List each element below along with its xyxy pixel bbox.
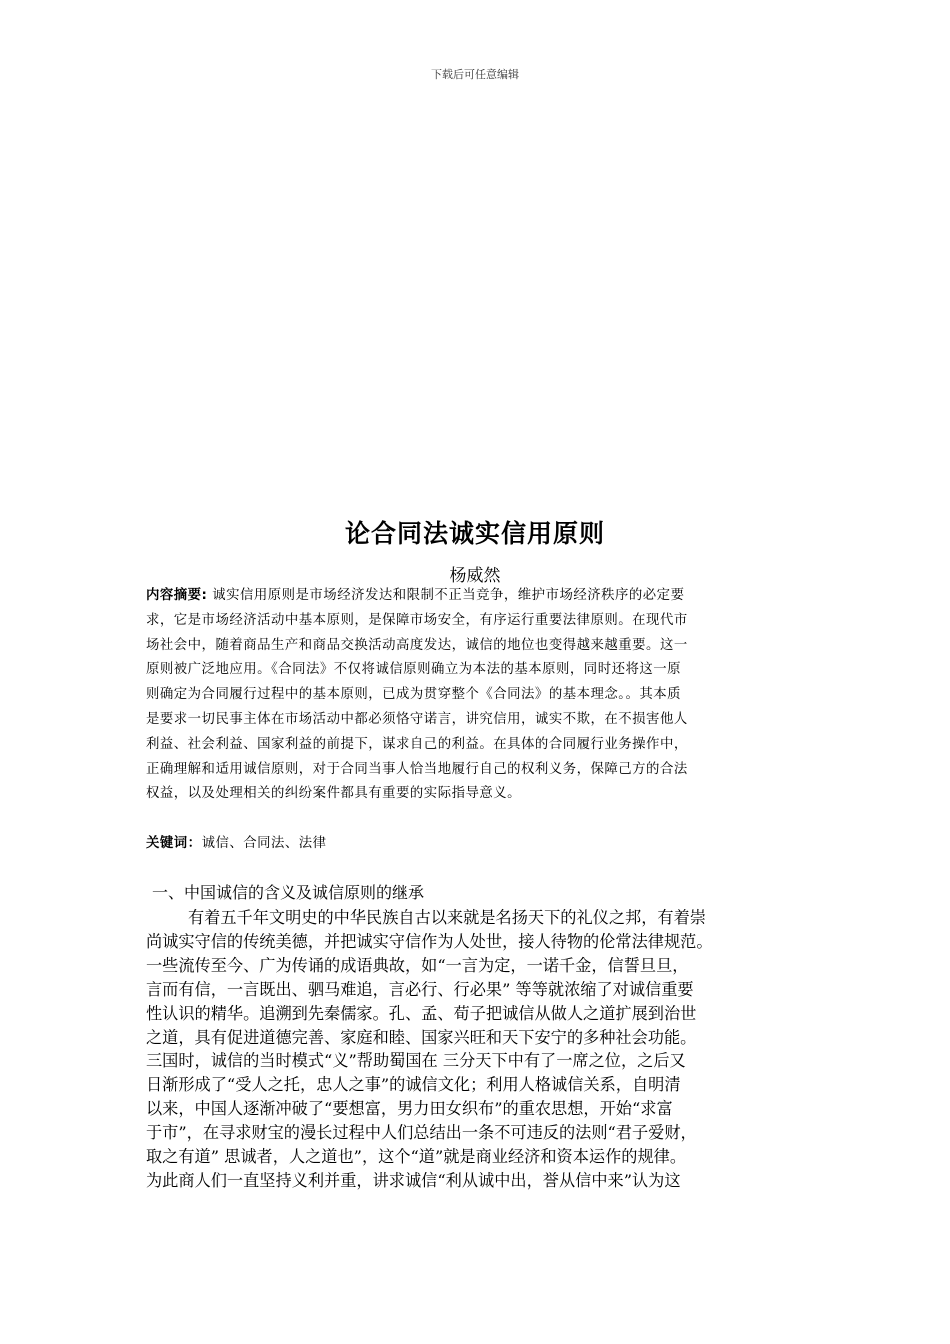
body-line: 之道，具有促进道德完善、家庭和睦、国家兴旺和天下安宁的多种社会功能。 <box>146 1027 697 1047</box>
body-line: 为此商人们一直坚持义利并重，讲求诚信“利从诚中出，誉从信中来”认为这 <box>146 1170 681 1190</box>
abstract-line: 求，它是市场经济活动中基本原则，是保障市场安全，有序运行重要法律原则。在现代市 <box>146 612 688 628</box>
abstract-label: 内容摘要: <box>146 588 208 603</box>
body-line: 一些流传至今、广为传诵的成语典故，如“一言为定，一诺千金，信誓旦旦， <box>146 955 689 975</box>
section-heading: 一、中国诚信的含义及诚信原则的继承 <box>152 883 425 902</box>
body-line: 于市”，在寻求财宝的漫长过程中人们总结出一条不可违反的法则“君子爱财， <box>146 1123 697 1143</box>
body-line: 取之有道” 思诚者，人之道也”，这个“道”就是商业经济和资本运作的规律。 <box>146 1147 687 1167</box>
abstract-line: 正确理解和适用诚信原则，对于合同当事人恰当地履行自己的权利义务，保障己方的合法 <box>146 761 688 777</box>
abstract-line: 权益，以及处理相关的纠纷案件都具有重要的实际指导意义。 <box>146 786 522 802</box>
abstract-line: 场社会中，随着商品生产和商品交换活动高度发达，诚信的地位也变得越来越重要。这一 <box>146 637 688 653</box>
abstract-line-text: 诚实信用原则是市场经济发达和限制不正当竞争，维护市场经济秩序的必定要 <box>212 588 685 603</box>
body-line: 言而有信，一言既出、驷马难追，言必行、行必果” 等等就浓缩了对诚信重要 <box>146 979 694 999</box>
abstract-line: 原则被广泛地应用。《合同法》不仅将诚信原则确立为本法的基本原则，同时还将这一原 <box>146 662 682 678</box>
body-line: 有着五千年文明史的中华民族自古以来就是名扬天下的礼仪之邦，有着崇 <box>188 908 706 927</box>
page-header-note: 下载后可任意编辑 <box>431 68 519 81</box>
body-line: 日渐形成了“受人之托，忠人之事”的诚信文化；利用人格诚信关系，自明清 <box>146 1075 681 1095</box>
abstract-line: 是要求一切民事主体在市场活动中都必须恪守诺言，讲究信用，诚实不欺，在不损害他人 <box>146 711 688 727</box>
section-body <box>146 906 816 1193</box>
body-line: 三国时，诚信的当时模式“义”帮助蜀国在 三分天下中有了一席之位，之后又 <box>146 1051 686 1071</box>
body-line: 以来，中国人逐渐冲破了“要想富，男力田女织布”的重农思想，开始“求富 <box>146 1099 673 1119</box>
body-line: 尚诚实守信的传统美德，并把诚实守信作为人处世，接人待物的伦常法律规范。 <box>146 931 713 951</box>
abstract-line <box>146 584 810 609</box>
abstract-line: 则确定为合同履行过程中的基本原则，已成为贯穿整个《合同法》的基本理念。。其本质 <box>146 687 682 703</box>
abstract-line: 利益、社会利益、国家利益的前提下，谋求自己的利益。在具体的合同履行业务操作中， <box>146 736 688 752</box>
keywords-text: 诚信、合同法、法律 <box>201 836 327 851</box>
keywords-line <box>146 832 327 856</box>
body-line: 性认识的精华。追溯到先秦儒家。孔、孟、荀子把诚信从做人之道扩展到治世 <box>146 1003 697 1023</box>
article-author: 杨威然 <box>449 566 501 586</box>
keywords-label: 关键词： <box>146 836 202 851</box>
abstract-block <box>146 584 810 807</box>
article-title: 论合同法诚实信用原则 <box>344 519 605 548</box>
